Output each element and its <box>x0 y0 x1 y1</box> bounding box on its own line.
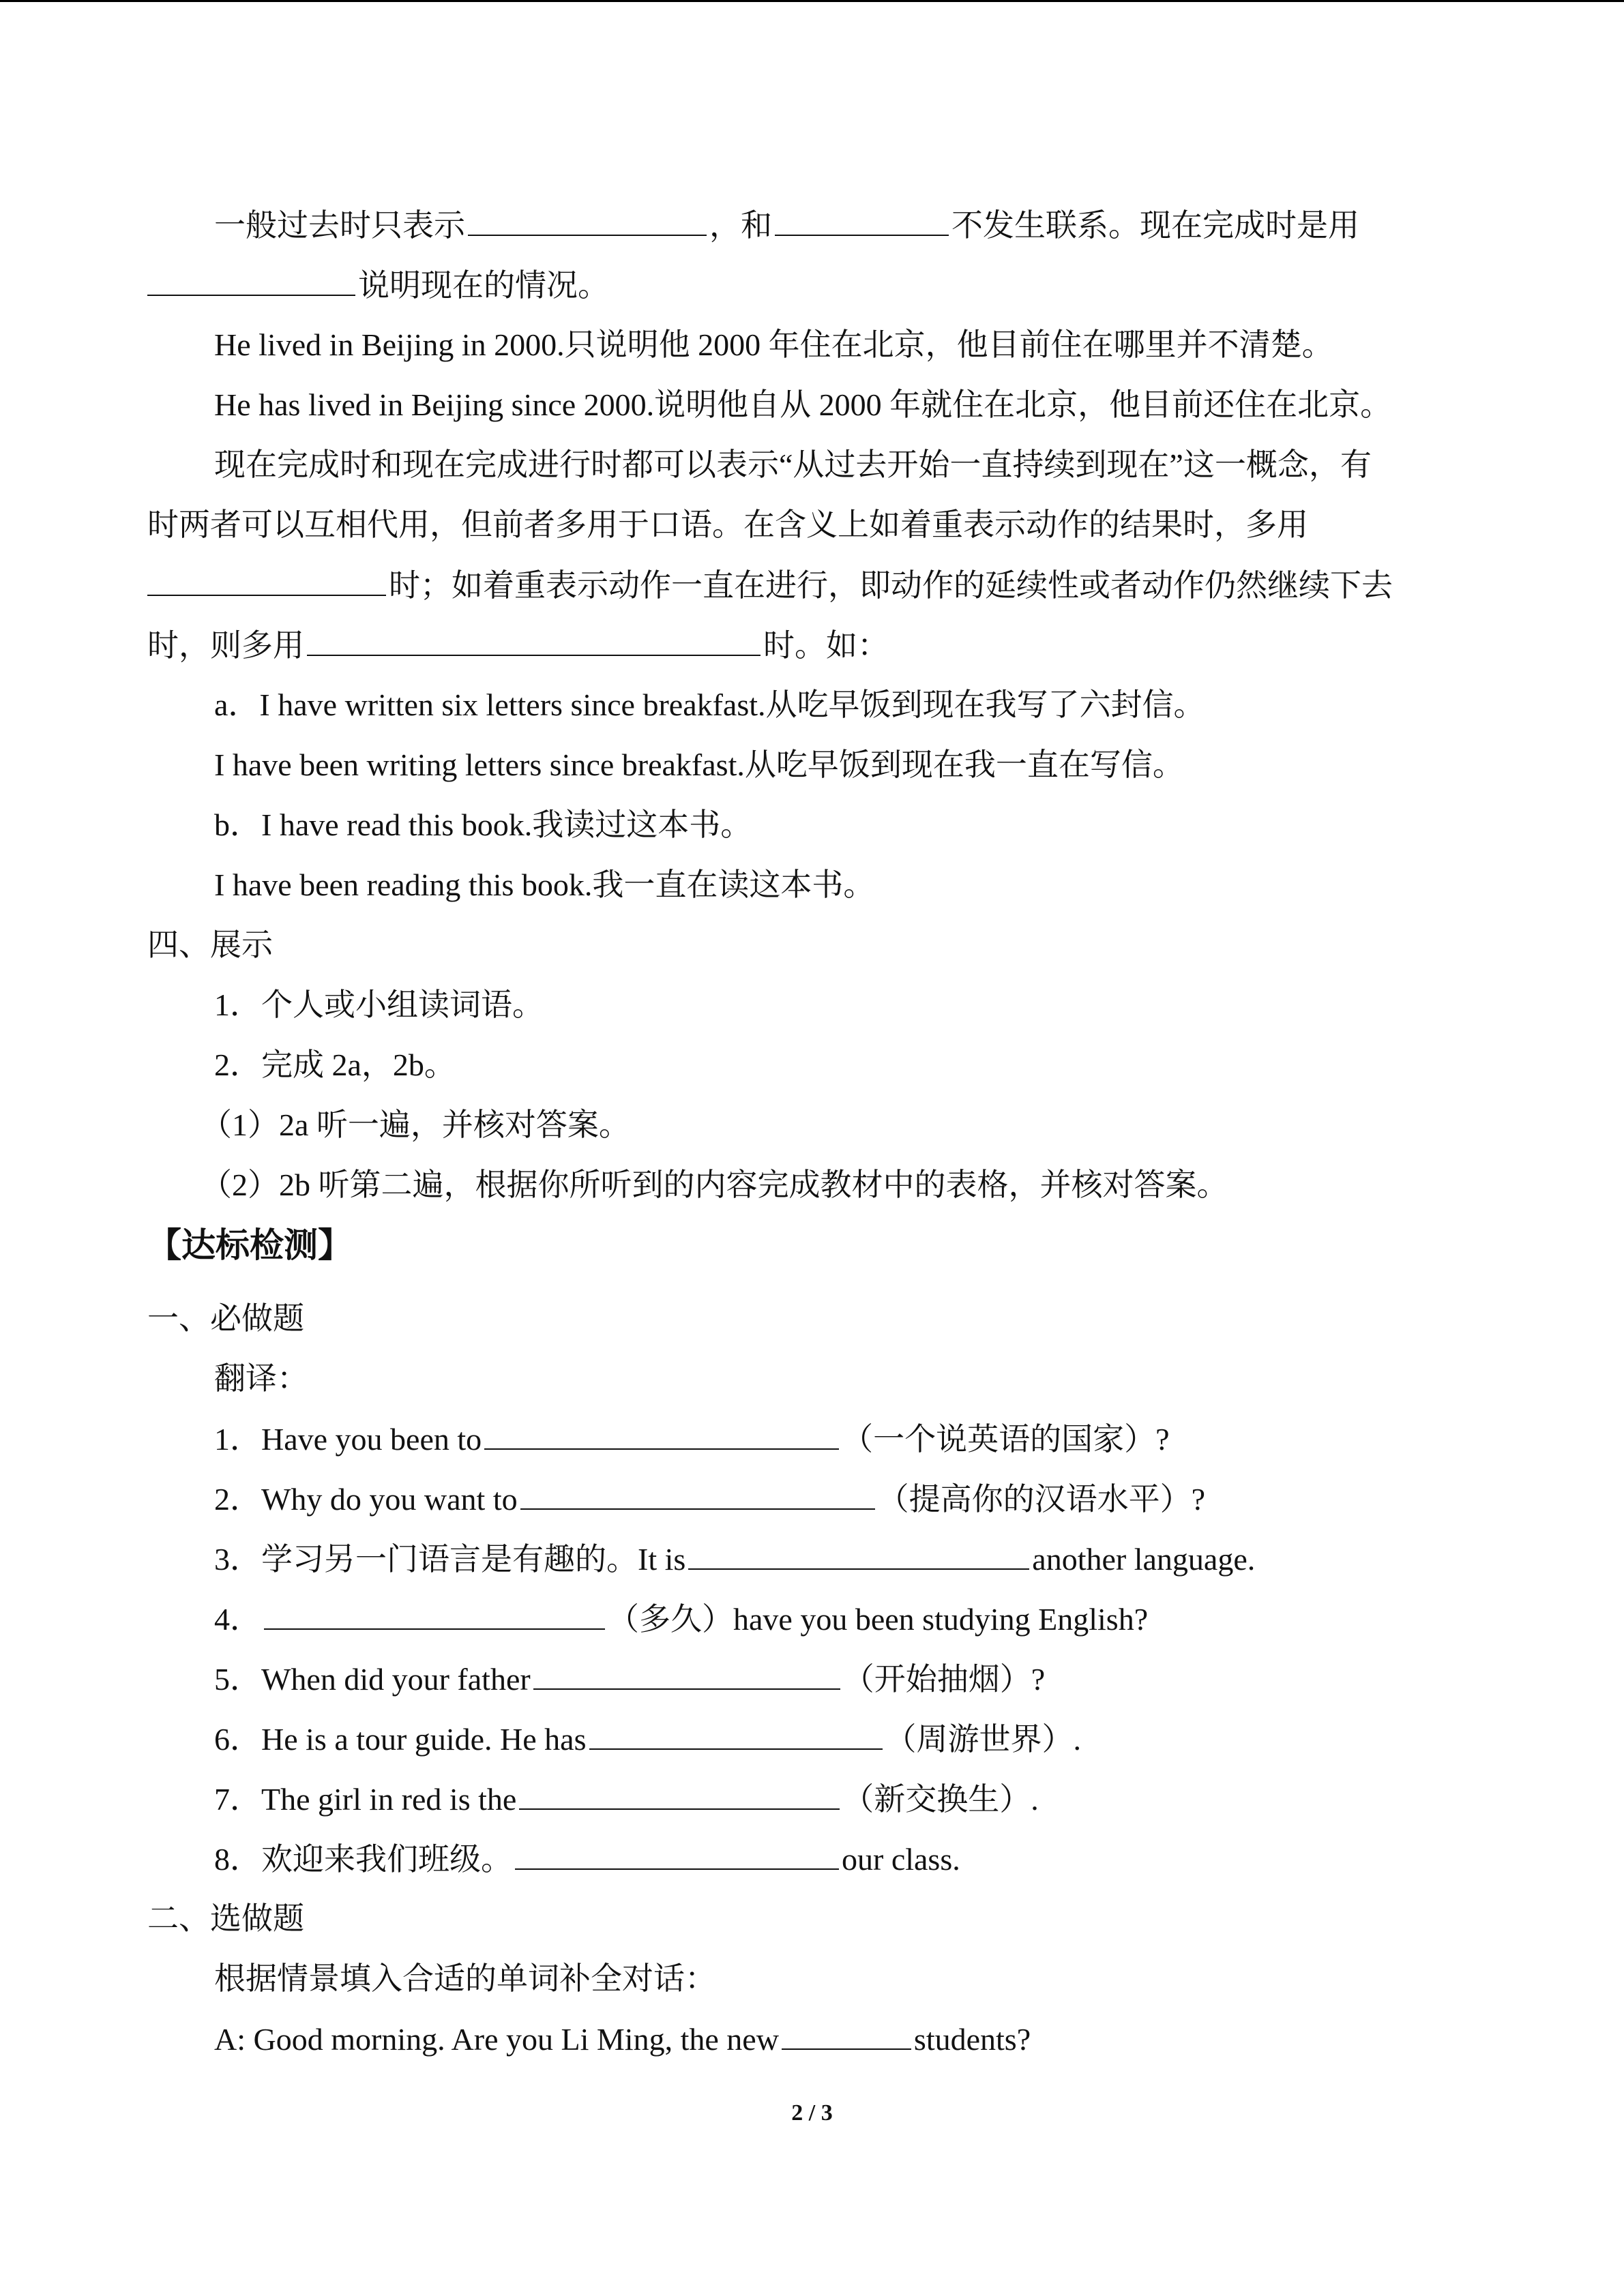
answer-blank[interactable] <box>533 1658 840 1690</box>
example-1: He lived in Beijing in 2000.只说明他 2000 年住在北京，他目前住在哪里并不清楚。 <box>214 327 1333 362</box>
question-2: 2．Why do you want to （提高你的汉语水平）? <box>214 1478 1205 1520</box>
grammar-line-1: 一般过去时只表示 ，和 不发生联系。现在完成时是用 <box>214 205 1359 246</box>
example-2: He has lived in Beijing since 2000.说明他自从 2000 年就住在北京，他目前还住在北京。 <box>214 387 1392 422</box>
example-b-2: I have been reading this book.我一直在读这本书。 <box>214 867 875 902</box>
question-4: 4． （多久）have you been studying English? <box>214 1598 1148 1640</box>
answer-blank[interactable] <box>688 1538 1029 1570</box>
optional-part-title: 二、选做题 <box>147 1901 304 1936</box>
question-3: 3．学习另一门语言是有趣的。It is another language. <box>214 1538 1255 1580</box>
top-border <box>0 0 1624 2</box>
question-1: 1．Have you been to （一个说英语的国家）? <box>214 1418 1170 1460</box>
section-4-item-2: 2．完成 2a，2b。 <box>214 1047 456 1082</box>
section-4-sub-1: （1）2a 听一遍，并核对答案。 <box>201 1107 630 1142</box>
section-4-title: 四、展示 <box>147 927 273 962</box>
question-6: 6．He is a tour guide. He has （周游世界）. <box>214 1718 1081 1760</box>
section-4-sub-2: （2）2b 听第二遍，根据你所听到的内容完成教材中的表格，并核对答案。 <box>201 1167 1228 1202</box>
question-7: 7．The girl in red is the （新交换生）. <box>214 1778 1039 1820</box>
page-number: 2 / 3 <box>791 2100 833 2126</box>
paragraph-line-1: 现在完成时和现在完成进行时都可以表示“从过去开始一直持续到现在”这一概念，有 <box>214 447 1372 482</box>
dialogue-instruction: 根据情景填入合适的单词补全对话： <box>214 1961 716 1996</box>
example-b-1: b．I have read this book.我读过这本书。 <box>214 807 752 842</box>
answer-blank[interactable] <box>589 1718 883 1750</box>
blank[interactable] <box>307 625 761 656</box>
answer-blank[interactable] <box>515 1838 839 1870</box>
blank[interactable] <box>775 205 949 236</box>
dialogue-line-1: A: Good morning. Are you Li Ming, the new students? <box>214 2018 1031 2060</box>
answer-blank[interactable] <box>782 2018 911 2050</box>
paragraph-line-3: 时；如着重表示动作一直在进行，即动作的延续性或者动作仍然继续下去 <box>147 565 1393 606</box>
grammar-line-2: 说明现在的情况。 <box>147 265 609 306</box>
question-5: 5．When did your father （开始抽烟）? <box>214 1658 1045 1700</box>
required-part-title: 一、必做题 <box>147 1301 304 1336</box>
translate-label: 翻译： <box>214 1361 308 1396</box>
answer-blank[interactable] <box>264 1598 605 1630</box>
check-heading: 【达标检测】 <box>147 1225 352 1265</box>
example-a-2: I have been writing letters since breakfast.从吃早饭到现在我一直在写信。 <box>214 747 1184 782</box>
blank[interactable] <box>147 265 355 296</box>
blank[interactable] <box>147 565 386 596</box>
answer-blank[interactable] <box>484 1418 839 1450</box>
example-a-1: a．I have written six letters since breakfast.从吃早饭到现在我写了六封信。 <box>214 687 1205 722</box>
answer-blank[interactable] <box>519 1778 840 1810</box>
paragraph-line-2: 时两者可以互相代用，但前者多用于口语。在含义上如着重表示动作的结果时，多用 <box>147 507 1308 542</box>
paragraph-line-4: 时，则多用 时。如： <box>147 625 889 666</box>
answer-blank[interactable] <box>520 1478 875 1510</box>
question-8: 8．欢迎来我们班级。 our class. <box>214 1838 960 1880</box>
section-4-item-1: 1．个人或小组读词语。 <box>214 987 544 1022</box>
blank[interactable] <box>468 205 707 236</box>
